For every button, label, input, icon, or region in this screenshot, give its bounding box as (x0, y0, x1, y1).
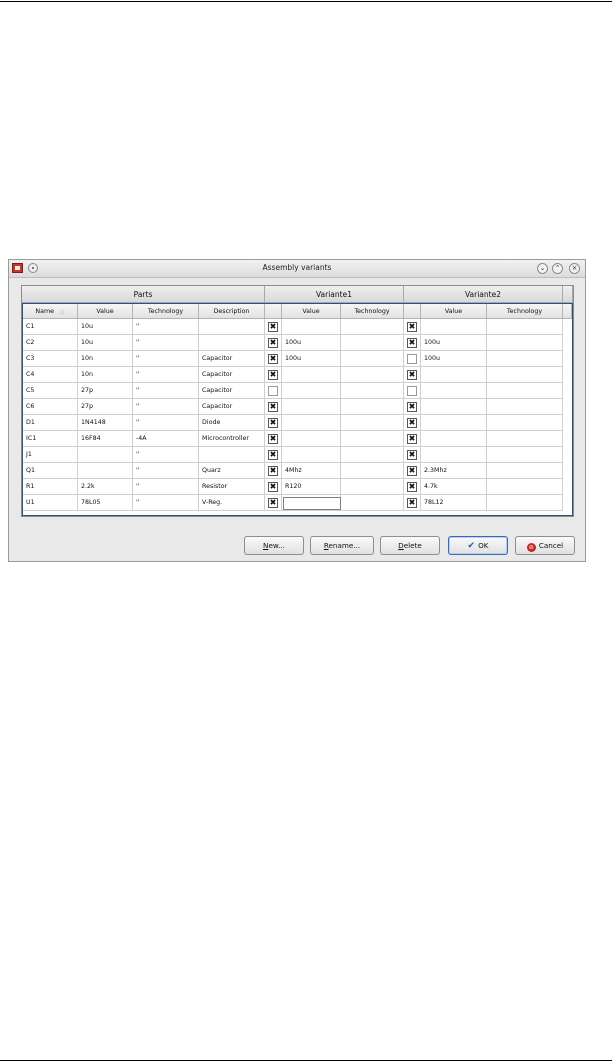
ok-button[interactable] (448, 536, 508, 555)
group-header-filler (563, 286, 573, 303)
column-header-v1-technology[interactable]: Technology (341, 304, 404, 319)
cell-technology[interactable]: '' (133, 383, 199, 399)
checkbox[interactable]: ✖ (269, 434, 277, 443)
variants-table (21, 285, 574, 517)
cell-technology[interactable]: '' (133, 447, 199, 463)
checkbox[interactable]: ✖ (269, 450, 277, 459)
cell-description[interactable]: V-Reg. (199, 495, 265, 511)
cell-name[interactable]: C5 (23, 383, 78, 399)
checkbox[interactable]: ✖ (408, 498, 416, 507)
checkbox[interactable]: ✖ (269, 370, 277, 379)
checkbox[interactable]: ✖ (269, 402, 277, 411)
cancel-button[interactable] (515, 536, 575, 555)
check-icon: ✔ (467, 541, 476, 551)
page-top-rule (0, 1, 612, 2)
checkbox[interactable]: ✖ (408, 402, 416, 411)
cell-description[interactable]: Resistor (199, 479, 265, 495)
cell-description[interactable]: Diode (199, 415, 265, 431)
cell-technology[interactable]: '' (133, 399, 199, 415)
cell-v1-value[interactable]: 4Mhz (282, 463, 341, 479)
cell-v2-value[interactable]: 2.3Mhz (421, 463, 487, 479)
cell-v2-value[interactable]: 4.7k (421, 479, 487, 495)
cell-value[interactable]: 27p (78, 399, 133, 415)
title-bar[interactable] (9, 260, 585, 278)
rename-button-label: ename... (328, 541, 361, 550)
delete-button-label: elete (403, 541, 422, 550)
group-header-variante2[interactable]: Variante2 (404, 286, 563, 303)
new-button-label: ew... (268, 541, 285, 550)
close-icon[interactable]: × (569, 263, 580, 274)
checkbox[interactable]: ✖ (408, 370, 416, 379)
checkbox[interactable]: ✖ (408, 322, 416, 331)
column-header-v1-value[interactable]: Value (282, 304, 341, 319)
column-header-description[interactable]: Description (199, 304, 265, 319)
window-title: Assembly variants (262, 263, 332, 272)
cell-v2-value[interactable]: 78L12 (421, 495, 487, 511)
cell-technology[interactable]: '' (133, 367, 199, 383)
checkbox[interactable]: ✖ (408, 418, 416, 427)
cell-v2-value[interactable]: 100u (421, 335, 487, 351)
checkbox[interactable]: ✖ (269, 354, 277, 363)
cell-name[interactable]: J1 (23, 447, 78, 463)
cell-technology[interactable]: '' (133, 495, 199, 511)
cell-name[interactable]: U1 (23, 495, 78, 511)
cell-v1-value[interactable]: 100u (282, 351, 341, 367)
minimize-icon[interactable]: ⌄ (537, 263, 548, 274)
checkbox[interactable]: ✖ (269, 338, 277, 347)
cell-v2-value[interactable]: 100u (421, 351, 487, 367)
group-header-variante1[interactable]: Variante1 (265, 286, 404, 303)
column-header-technology[interactable]: Technology (133, 304, 199, 319)
cell-name[interactable]: C6 (23, 399, 78, 415)
checkbox[interactable]: ✖ (408, 338, 416, 347)
rename-button[interactable]: Rename... (310, 536, 374, 555)
cell-value[interactable]: 10u (78, 335, 133, 351)
cell-description[interactable]: Capacitor (199, 351, 265, 367)
cell-value[interactable]: 16F84 (78, 431, 133, 447)
cell-v1-value[interactable]: 100u (282, 335, 341, 351)
cell-description[interactable]: Capacitor (199, 383, 265, 399)
cell-value[interactable]: 78L05 (78, 495, 133, 511)
cell-name[interactable]: D1 (23, 415, 78, 431)
cell-description[interactable]: Capacitor (199, 399, 265, 415)
cell-technology[interactable]: '' (133, 335, 199, 351)
cancel-icon: ⊘ (528, 544, 534, 551)
checkbox[interactable]: ✖ (269, 466, 277, 475)
checkbox[interactable]: ✖ (408, 450, 416, 459)
cell-v1-value[interactable]: R120 (282, 479, 341, 495)
cell-value[interactable]: 10n (78, 351, 133, 367)
cell-technology[interactable]: -4A (133, 431, 199, 447)
column-header-name[interactable]: Name △ (23, 304, 78, 319)
cell-name[interactable]: C4 (23, 367, 78, 383)
checkbox[interactable]: ✖ (408, 466, 416, 475)
checkbox[interactable]: ✖ (269, 418, 277, 427)
cell-name[interactable]: IC1 (23, 431, 78, 447)
cell-technology[interactable]: '' (133, 415, 199, 431)
cell-name[interactable]: R1 (23, 479, 78, 495)
cell-description[interactable]: Capacitor (199, 367, 265, 383)
maximize-icon[interactable]: ⌃ (552, 263, 563, 274)
cell-value[interactable]: 10n (78, 367, 133, 383)
checkbox[interactable]: ✖ (269, 482, 277, 491)
cell-value[interactable]: 10u (78, 319, 133, 335)
cell-technology[interactable]: '' (133, 319, 199, 335)
checkbox[interactable]: ✖ (408, 434, 416, 443)
cell-value[interactable]: 27p (78, 383, 133, 399)
cell-name[interactable]: C3 (23, 351, 78, 367)
column-header-value[interactable]: Value (78, 304, 133, 319)
new-button[interactable]: New... (244, 536, 304, 555)
cell-technology[interactable]: '' (133, 351, 199, 367)
cell-description[interactable]: Quarz (199, 463, 265, 479)
cancel-button-label: Cancel (538, 541, 564, 550)
assembly-variants-dialog (8, 259, 586, 562)
page-bottom-rule (0, 1060, 612, 1061)
cell-name[interactable]: C2 (23, 335, 78, 351)
checkbox[interactable]: ✖ (269, 322, 277, 331)
table-focus-frame (22, 303, 573, 516)
column-header-v2-value[interactable]: Value (421, 304, 487, 319)
cell-value[interactable]: 2.2k (78, 479, 133, 495)
group-header-parts: Parts (22, 286, 265, 303)
column-header-v2-technology[interactable]: Technology (487, 304, 563, 319)
cell-value[interactable]: 1N4148 (78, 415, 133, 431)
cell-name[interactable]: C1 (23, 319, 78, 335)
cell-technology[interactable]: '' (133, 479, 199, 495)
checkbox[interactable]: ✖ (269, 498, 277, 507)
sort-ascending-icon: △ (59, 308, 65, 315)
cell-description[interactable]: Microcontroller (199, 431, 265, 447)
cell-name[interactable]: Q1 (23, 463, 78, 479)
cell-technology[interactable]: '' (133, 463, 199, 479)
ok-button-label: OK (478, 541, 489, 550)
delete-button[interactable]: Delete (380, 536, 440, 555)
checkbox[interactable]: ✖ (408, 482, 416, 491)
